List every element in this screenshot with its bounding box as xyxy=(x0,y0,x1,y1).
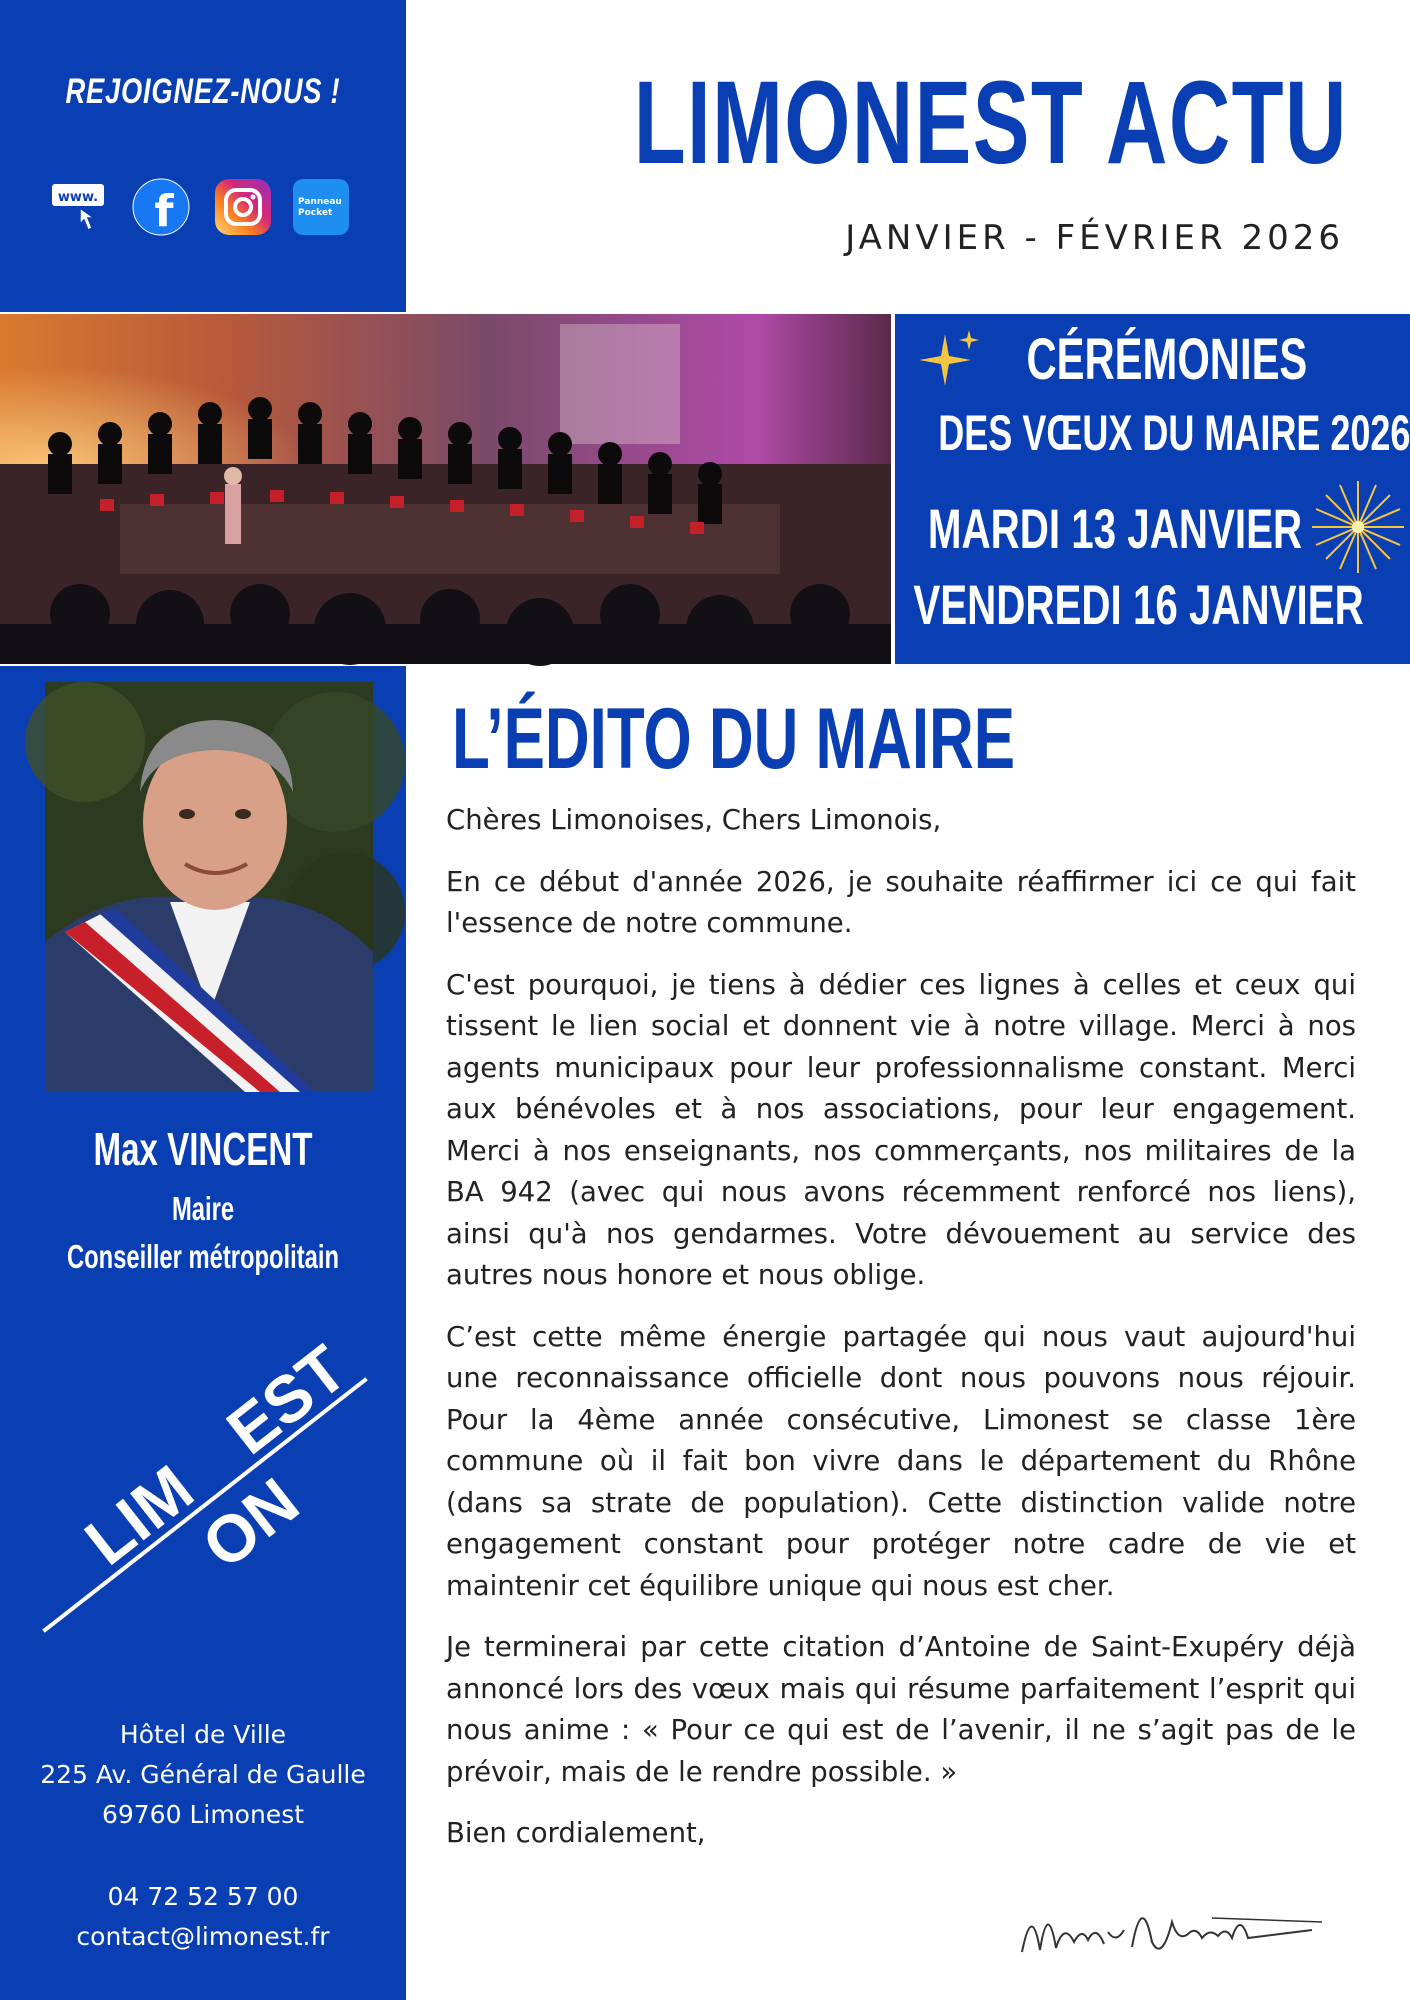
mayor-role: Maire xyxy=(171,1190,235,1227)
address-line-1: Hôtel de Ville xyxy=(119,1720,287,1749)
svg-text:ON: ON xyxy=(188,1463,312,1583)
issue-date: JANVIER - FÉVRIER 2026 xyxy=(845,218,1344,258)
event-announcement xyxy=(895,314,1410,664)
edito-paragraph: Bien cordialement, xyxy=(446,1817,706,1849)
signature-image xyxy=(1012,1872,1342,1982)
facebook-icon-label: f xyxy=(154,186,174,237)
panneau-pocket-link[interactable] xyxy=(292,178,350,236)
edito-paragraph: C’est cette même énergie partagée qui nous vaut aujourd'hui une reconnaissance officielle dont nous pouvons nous réjouir. Pour la 4ème année consécutive, Limonest se classe 1ère commune où il fait bon vivre dans le département du Rhône (dans sa strate de population). Cette distinction valide notre engagement constant pour protéger notre cadre de vie et maintenir cet équilibre unique qui nous est cher. xyxy=(446,1320,1356,1602)
mayor-role-secondary: Conseiller métropolitain xyxy=(67,1238,339,1275)
edito-paragraph: En ce début d'année 2026, je souhaite réaffirmer ici ce qui fait l'essence de notre commune. xyxy=(446,865,1356,939)
instagram-link[interactable] xyxy=(214,178,272,236)
mayor-portrait-image xyxy=(45,682,373,1092)
sidebar-top-panel xyxy=(0,0,406,312)
instagram-icon xyxy=(214,178,272,236)
website-link[interactable] xyxy=(50,178,108,236)
www-icon-label: www. xyxy=(57,190,99,205)
mayor-portrait xyxy=(45,682,373,1092)
starburst-icon xyxy=(1310,479,1406,575)
edito-paragraph: Je terminerai par cette citation d’Antoine de Saint-Exupéry déjà annoncé lors des vœux mais qui résume parfaitement l’esprit qui nous anime : « Pour ce qui est de l’avenir, il ne s’agit pas de le prévoir, mais de le rendre possible. » xyxy=(446,1631,1356,1788)
mayor-name: Max VINCENT xyxy=(93,1123,313,1175)
svg-text:Pocket: Pocket xyxy=(298,208,333,218)
phone-number[interactable]: 04 72 52 57 00 xyxy=(107,1882,299,1911)
join-us-heading: REJOIGNEZ-NOUS ! xyxy=(65,72,341,111)
event-date-1: MARDI 13 JANVIER xyxy=(927,497,1303,560)
address-line-3: 69760 Limonest xyxy=(101,1800,305,1829)
mayor-signature xyxy=(1012,1872,1342,1982)
facebook-icon xyxy=(132,178,190,236)
address-line-2: 225 Av. Général de Gaulle xyxy=(40,1760,366,1789)
edito-title: L’ÉDITO DU MAIRE xyxy=(452,691,1016,787)
svg-text:LIM: LIM xyxy=(71,1450,207,1579)
event-title-line1: CÉRÉMONIES xyxy=(1026,327,1308,392)
edito-paragraph: C'est pourquoi, je tiens à dédier ces lignes à celles et ceux qui tissent le lien social et donnent vie à notre village. Merci à nos agents municipaux pour leur professionnalisme constant. Merci aux bénévoles et à nos associations, pour leur engagement. Merci à nos enseignants, nos commerçants, nos militaires de la BA 942 (avec qui nous avons récemment renforcé nos liens), ainsi qu'à nos gendarmes. Votre dévouement au service des autres nous honore et nous oblige. xyxy=(446,968,1356,1291)
edito-body xyxy=(446,800,1356,1875)
facebook-link[interactable] xyxy=(132,178,190,236)
concert-photo xyxy=(0,314,891,664)
panneau-pocket-icon xyxy=(292,178,350,236)
event-date-2: VENDREDI 16 JANVIER xyxy=(913,573,1364,636)
edito-paragraph: Chères Limonoises, Chers Limonois, xyxy=(446,804,942,836)
limonest-logo xyxy=(20,1330,390,1610)
masthead-title: LIMONEST ACTU xyxy=(633,57,1348,189)
limonest-logo-image xyxy=(20,1330,390,1610)
svg-text:EST: EST xyxy=(213,1330,360,1469)
event-title-line2: DES VŒUX DU MAIRE 2026 xyxy=(938,405,1410,461)
www-click-icon xyxy=(50,178,108,236)
svg-text:Panneau: Panneau xyxy=(298,197,342,207)
concert-photo-image xyxy=(0,314,891,664)
contact-email[interactable]: contact@limonest.fr xyxy=(76,1922,330,1951)
